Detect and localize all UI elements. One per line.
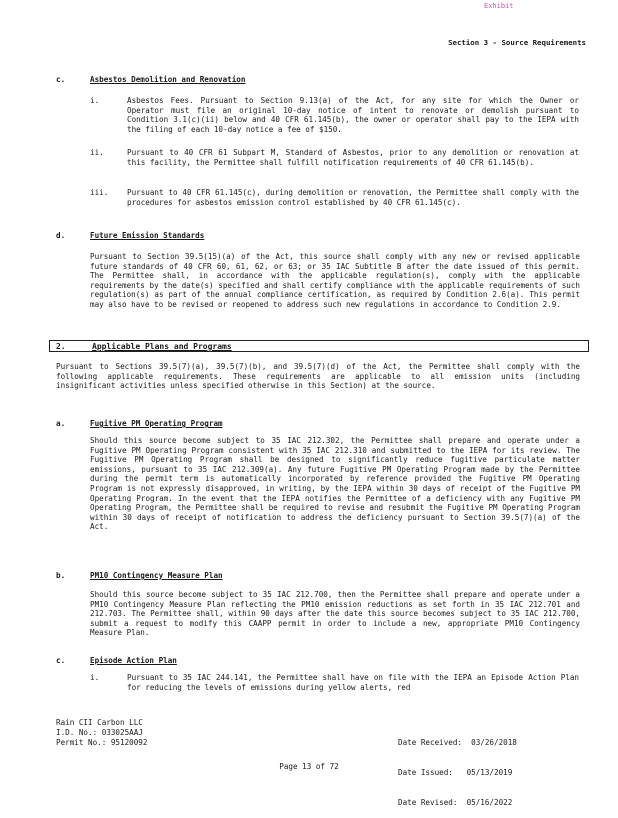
exhibit-stamp: Exhibit <box>484 2 514 10</box>
section-label-d: d. <box>56 231 66 240</box>
footer-date-received: Date Received: 03/26/2018 <box>398 738 517 747</box>
footer-id: I.D. No.: 033025AAJ <box>56 728 143 737</box>
future-standards-heading: Future Emission Standards <box>90 231 205 240</box>
footer-left <box>56 718 147 748</box>
item-num: i. <box>90 96 100 105</box>
pm10-heading: PM10 Contingency Measure Plan <box>90 571 223 580</box>
section-label-c: c. <box>56 75 66 84</box>
section-label-b: b. <box>56 571 66 580</box>
footer-date-issued: Date Issued: 05/13/2019 <box>398 768 513 777</box>
section-2-title: Applicable Plans and Programs <box>92 342 232 351</box>
footer-company: Rain CII Carbon LLC <box>56 718 143 727</box>
item-num: i. <box>90 673 100 682</box>
section-2-number: 2. <box>56 342 66 351</box>
section-2-intro: Pursuant to Sections 39.5(7)(a), 39.5(7)(b), and 39.5(7)(d) of the Act, the Permittee shall comply with the following applicable requirements. These requirements are applicable to all emission units (including insignificant activities unless specified otherwise in this Section) at the source. <box>56 362 580 391</box>
asbestos-fees-text: Asbestos Fees. Pursuant to Section 9.13(a) of the Act, for any site for which the Owner or Operator must file an original 10-day notice of intent to renovate or demolish pursuant to Condition 3.1(c)(ii) below and 40 CFR 61.145(b), the owner or operator shall pay to the IEPA with the filing of each 10-day notice a fee of $150. <box>127 96 579 134</box>
item-num: iii. <box>90 188 109 197</box>
asbestos-procedures-text: Pursuant to 40 CFR 61.145(c), during demolition or renovation, the Permittee shall comply with the procedures for asbestos emission control established by 40 CFR 61.145(c). <box>127 188 579 207</box>
asbestos-notification-text: Pursuant to 40 CFR 61 Subpart M, Standard of Asbestos, prior to any demolition or renovation at this facility, the Permittee shall fulfill notification requirements of 40 CFR 61.145(b). <box>127 148 579 167</box>
asbestos-heading: Asbestos Demolition and Renovation <box>90 75 246 84</box>
footer-date-revised: Date Revised: 05/16/2022 <box>398 798 513 807</box>
page-number: Page 13 of 72 <box>279 762 339 771</box>
section-label-a: a. <box>56 419 66 428</box>
episode-text: Pursuant to 35 IAC 244.141, the Permittee shall have on file with the IEPA an Episode Action Plan for reducing the levels of emissions during yellow alerts, red <box>127 673 579 692</box>
pm10-text: Should this source become subject to 35 IAC 212.700, then the Permittee shall prepare and operate under a PM10 Contingency Measure Plan reflecting the PM10 emission reductions as set forth in 35 IAC 212.701 and 212.703. The Permittee shall, within 90 days after the date this source becomes subject to 35 IAC 212.700, submit a request to modify this CAAPP permit in order to include a new, appropriate PM10 Contingency Measure Plan. <box>90 590 580 638</box>
section-label-c2: c. <box>56 656 66 665</box>
item-num: ii. <box>90 148 104 157</box>
section-2-box <box>49 340 589 352</box>
fugitive-pm-text: Should this source become subject to 35 IAC 212.302, the Permittee shall prepare and operate under a Fugitive PM Operating Program consistent with 35 IAC 212.310 and submitted to the IEPA for its review. The Fugitive PM Operating Program shall be designed to significantly reduce fugitive particulate matter emissions, pursuant to 35 IAC 212.309(a). Any future Fugitive PM Operating Program made by the Permittee during the permit term is automatically incorporated by reference provided the Fugitive PM Operating Program is not expressly disapproved, in writing, by the IEPA within 30 days of receipt of the Fugitive PM Operating Program. In the event that the IEPA notifies the Permittee of a deficiency with any Fugitive PM Operating Program, the Permittee shall be required to revise and resubmit the Fugitive PM Operating Program within 30 days of receipt of notification to address the deficiency pursuant to Section 39.5(7)(a) of the Act. <box>90 436 580 532</box>
episode-heading: Episode Action Plan <box>90 656 177 665</box>
future-standards-text: Pursuant to Section 39.5(15)(a) of the Act, this source shall comply with any new or revised applicable future standards of 40 CFR 60, 61, 62, or 63; or 35 IAC Subtitle B after the date issued of this permit. The Permittee shall, in accordance with the applicable regulation(s), comply with the applicable requirements by the date(s) specified and shall certify compliance with the applicable requirements of such regulation(s) as part of the annual compliance certification, as required by Condition 2.6(a). This permit may also have to be revised or reopened to address such new regulations in accordance to Condition 2.9. <box>90 252 580 309</box>
footer-permit: Permit No.: 95120092 <box>56 738 148 747</box>
fugitive-pm-heading: Fugitive PM Operating Program <box>90 419 223 428</box>
section-header: Section 3 - Source Requirements <box>448 38 586 47</box>
